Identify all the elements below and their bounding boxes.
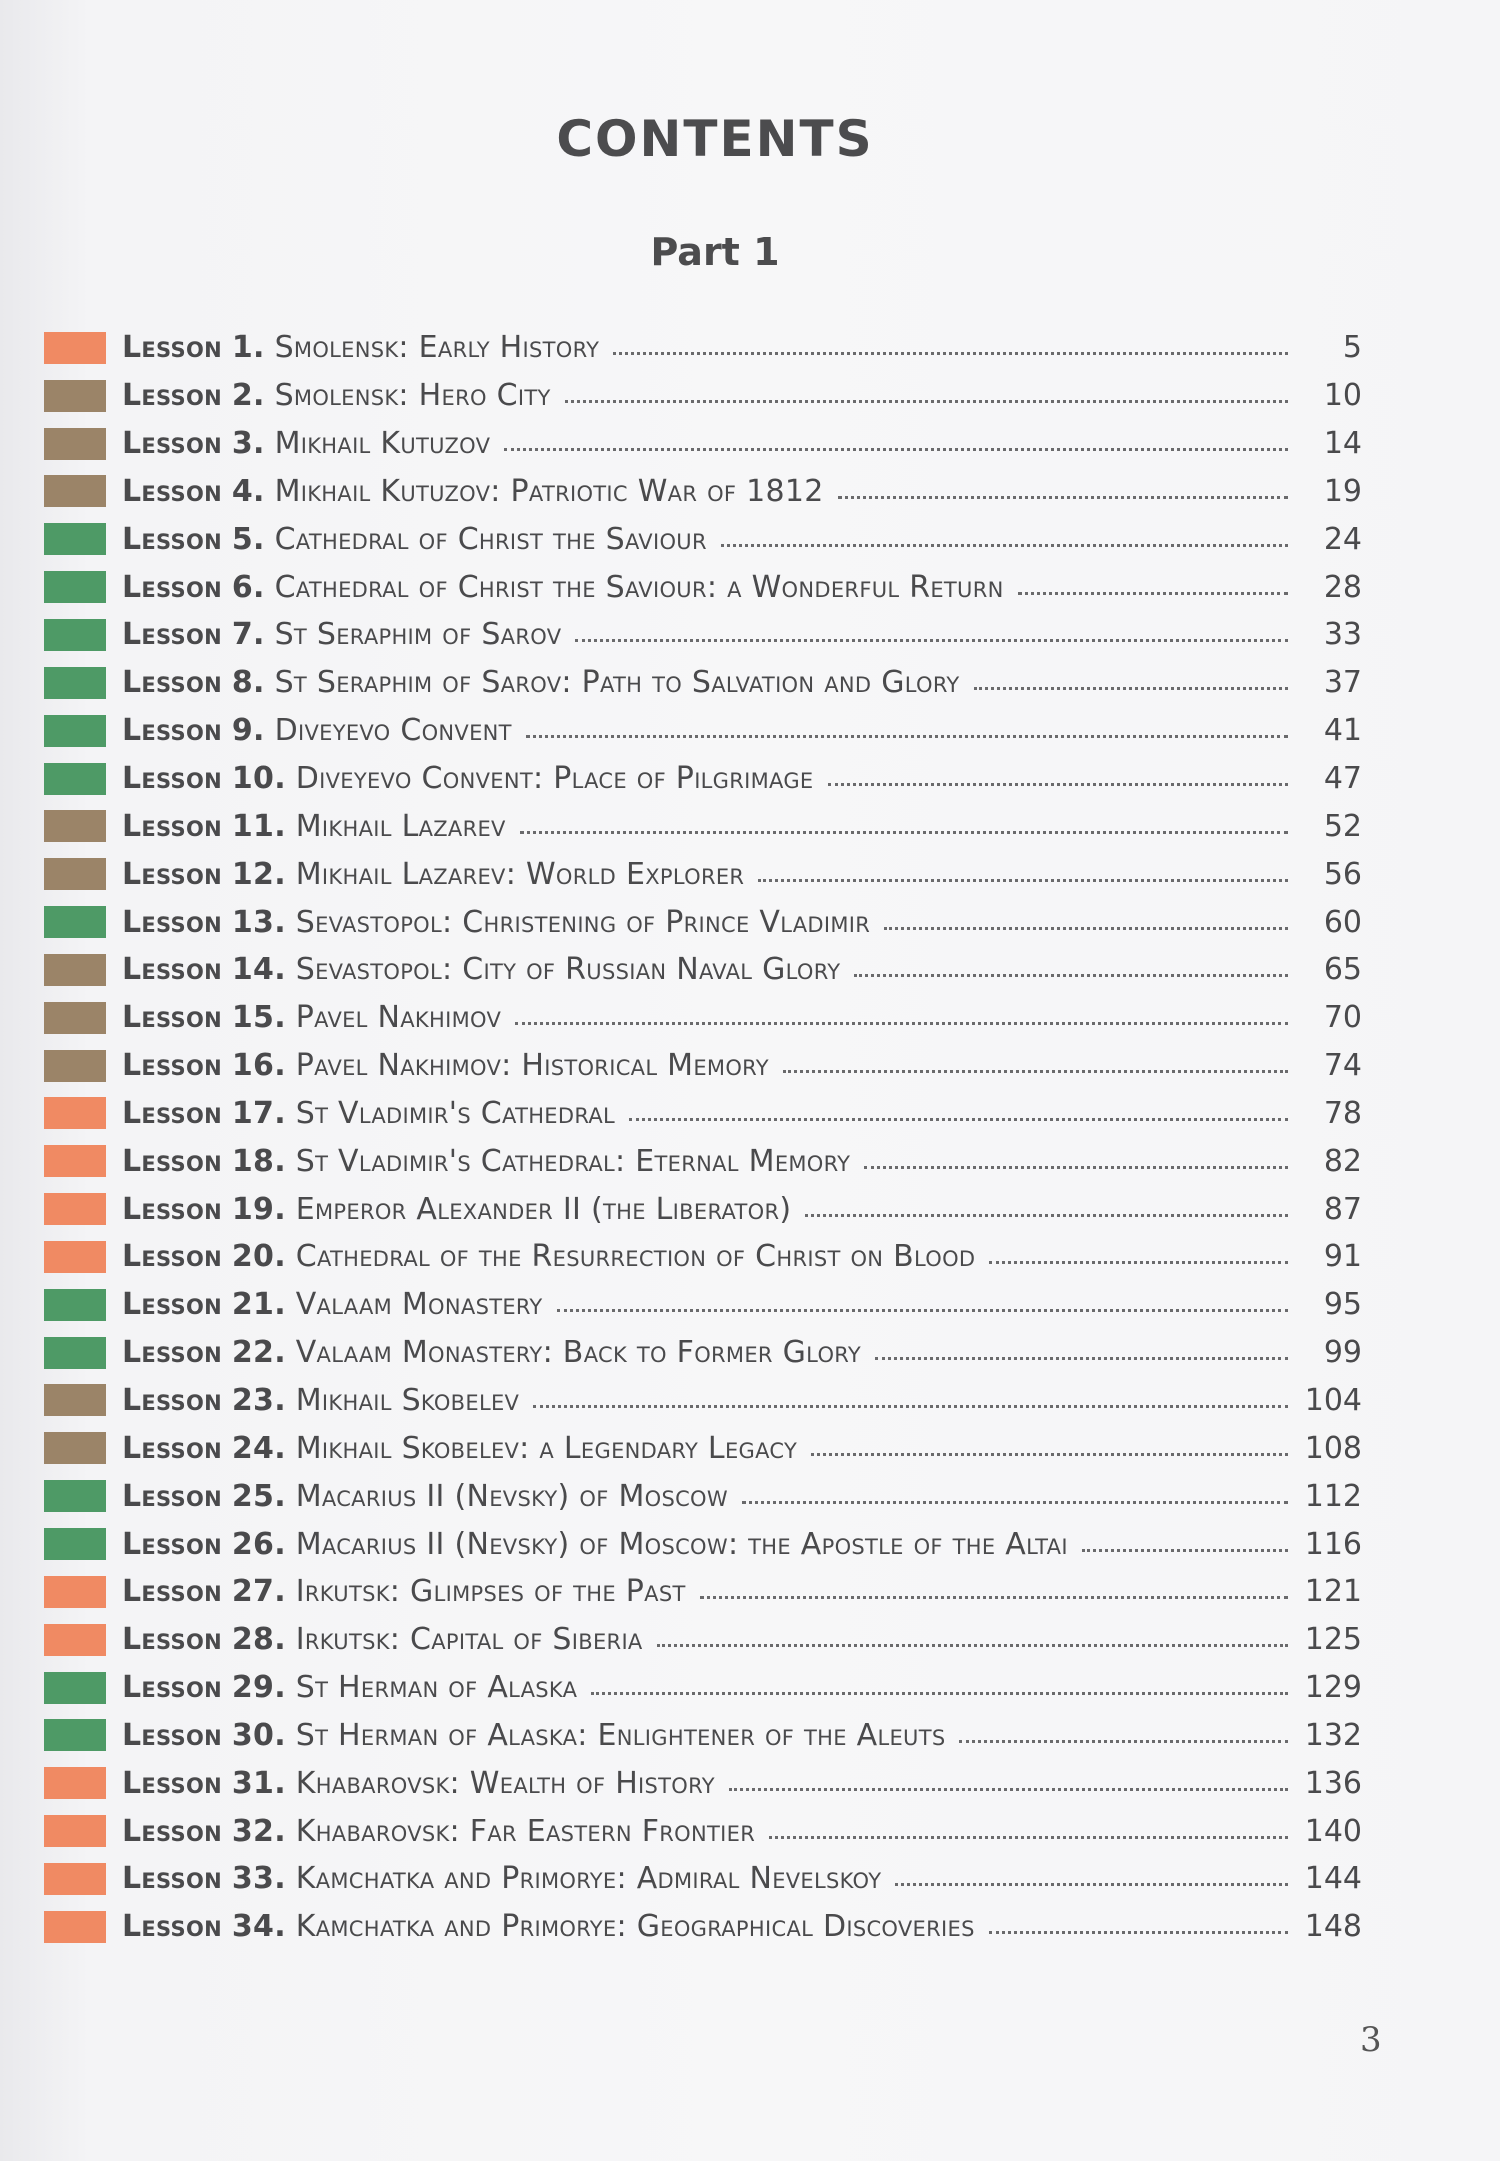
toc-page-number: 82: [1323, 1143, 1362, 1179]
lesson-word: Lesson: [122, 1526, 222, 1562]
dot-leader: [989, 1261, 1288, 1264]
toc-entry[interactable]: [44, 1711, 1384, 1759]
lesson-number: 12.: [231, 856, 286, 892]
lesson-number: 16.: [231, 1048, 286, 1084]
lesson-number: 17.: [231, 1095, 286, 1131]
section-color-swatch: [44, 1145, 106, 1177]
lesson-title: St Herman of Alaska: [295, 1670, 578, 1706]
lesson-number: 34.: [231, 1909, 286, 1945]
toc-entry-label: [122, 1048, 769, 1083]
section-color-swatch: [44, 428, 106, 460]
lesson-word: Lesson: [122, 1143, 222, 1179]
dot-leader: [613, 352, 1288, 355]
lesson-title: Kamchatka and Primorye: Geographical Discoveries: [295, 1909, 975, 1945]
lesson-number: 5.: [231, 521, 265, 557]
lesson-number: 9.: [231, 713, 265, 749]
dot-leader: [758, 879, 1288, 882]
lesson-number: 10.: [231, 761, 286, 797]
lesson-word: Lesson: [122, 856, 222, 892]
toc-entry-label: [122, 1622, 643, 1657]
lesson-word: Lesson: [122, 1335, 222, 1371]
toc-entry[interactable]: [44, 1090, 1384, 1138]
lesson-title: St Herman of Alaska: Enlightener of the Aleuts: [295, 1717, 946, 1753]
toc-page-number: 70: [1323, 1000, 1362, 1036]
lesson-word: Lesson: [122, 1813, 222, 1849]
section-color-swatch: [44, 1432, 106, 1464]
toc-entry[interactable]: [44, 850, 1384, 898]
lesson-word: Lesson: [122, 426, 222, 462]
lesson-title: Khabarovsk: Far Eastern Frontier: [295, 1813, 756, 1849]
lesson-word: Lesson: [122, 1287, 222, 1323]
lesson-number: 11.: [231, 808, 286, 844]
lesson-word: Lesson: [122, 1670, 222, 1706]
lesson-title: Mikhail Lazarev: World Explorer: [295, 856, 745, 892]
dot-leader: [565, 400, 1288, 403]
lesson-title: Irkutsk: Glimpses of the Past: [295, 1574, 686, 1610]
toc-page-number: 116: [1304, 1526, 1362, 1562]
toc-page-number: 108: [1304, 1430, 1362, 1466]
lesson-word: Lesson: [122, 330, 222, 366]
toc-entry[interactable]: [44, 1903, 1384, 1951]
toc-entry-label: [122, 617, 561, 652]
toc-entry-label: [122, 1144, 850, 1179]
toc-entry[interactable]: [44, 994, 1384, 1042]
toc-entry-label: [122, 1574, 686, 1609]
dot-leader: [895, 1883, 1288, 1886]
toc-page-number: 125: [1304, 1622, 1362, 1658]
toc-page-number: 5: [1342, 330, 1362, 366]
section-color-swatch: [44, 1337, 106, 1369]
lesson-title: Emperor Alexander II (the Liberator): [295, 1191, 792, 1227]
toc-entry-label: [122, 1383, 519, 1418]
lesson-number: 28.: [231, 1622, 286, 1658]
dot-leader: [526, 735, 1288, 738]
toc-entry[interactable]: [44, 1855, 1384, 1903]
lesson-word: Lesson: [122, 1717, 222, 1753]
toc-entry-label: [122, 665, 960, 700]
lesson-number: 8.: [231, 665, 265, 701]
toc-page-number: 121: [1304, 1574, 1362, 1610]
toc-entry[interactable]: [44, 1472, 1384, 1520]
dot-leader: [629, 1118, 1288, 1121]
toc-page-number: 65: [1323, 952, 1362, 988]
section-color-swatch: [44, 1719, 106, 1751]
section-color-swatch: [44, 1480, 106, 1512]
toc-entry[interactable]: [44, 1616, 1384, 1664]
lesson-title: Cathedral of the Resurrection of Christ on Blood: [295, 1239, 976, 1275]
toc-entry-label: [122, 426, 490, 461]
toc-entry-label: [122, 1909, 975, 1944]
toc-entry[interactable]: [44, 802, 1384, 850]
lesson-word: Lesson: [122, 904, 222, 940]
part-heading: Part 1: [650, 230, 780, 274]
page-title: CONTENTS: [556, 110, 874, 168]
lesson-word: Lesson: [122, 1430, 222, 1466]
lesson-number: 7.: [231, 617, 265, 653]
lesson-number: 22.: [231, 1335, 286, 1371]
dot-leader: [864, 1166, 1288, 1169]
toc-entry-label: [122, 713, 512, 748]
lesson-word: Lesson: [122, 713, 222, 749]
dot-leader: [828, 783, 1289, 786]
lesson-title: Cathedral of Christ the Saviour: [274, 521, 707, 557]
section-color-swatch: [44, 1002, 106, 1034]
toc-entry-label: [122, 1670, 577, 1705]
toc-entry[interactable]: [44, 1759, 1384, 1807]
lesson-word: Lesson: [122, 473, 222, 509]
lesson-word: Lesson: [122, 1239, 222, 1275]
lesson-number: 15.: [231, 1000, 286, 1036]
toc-entry-label: [122, 474, 824, 509]
toc-entry-label: [122, 905, 870, 940]
toc-page-number: 14: [1323, 426, 1362, 462]
dot-leader: [1018, 592, 1288, 595]
toc-page-number: 148: [1304, 1909, 1362, 1945]
page-number: 3: [1360, 2020, 1382, 2060]
toc-entry[interactable]: [44, 1233, 1384, 1281]
lesson-title: St Seraphim of Sarov: [274, 617, 562, 653]
toc-page-number: 129: [1304, 1670, 1362, 1706]
toc-entry-label: [122, 857, 744, 892]
toc-page-number: 140: [1304, 1813, 1362, 1849]
lesson-number: 32.: [231, 1813, 286, 1849]
toc-entry[interactable]: [44, 1377, 1384, 1425]
section-color-swatch: [44, 523, 106, 555]
lesson-number: 14.: [231, 952, 286, 988]
dot-leader: [700, 1596, 1288, 1599]
toc-entry[interactable]: [44, 1520, 1384, 1568]
lesson-word: Lesson: [122, 521, 222, 557]
dot-leader: [974, 687, 1288, 690]
dot-leader: [721, 544, 1288, 547]
lesson-number: 29.: [231, 1670, 286, 1706]
lesson-title: St Vladimir's Cathedral: Eternal Memory: [295, 1143, 851, 1179]
lesson-title: Smolensk: Hero City: [274, 378, 551, 414]
dot-leader: [729, 1788, 1288, 1791]
toc-page-number: 52: [1323, 808, 1362, 844]
section-color-swatch: [44, 1097, 106, 1129]
lesson-word: Lesson: [122, 1622, 222, 1658]
lesson-word: Lesson: [122, 617, 222, 653]
lesson-number: 3.: [231, 426, 265, 462]
lesson-title: Irkutsk: Capital of Siberia: [295, 1622, 643, 1658]
lesson-title: Mikhail Lazarev: [295, 808, 506, 844]
dot-leader: [591, 1692, 1288, 1695]
dot-leader: [657, 1644, 1288, 1647]
dot-leader: [504, 448, 1288, 451]
lesson-title: Khabarovsk: Wealth of History: [295, 1765, 715, 1801]
toc-page-number: 41: [1323, 713, 1362, 749]
section-color-swatch: [44, 1911, 106, 1943]
toc-entry-label: [122, 1766, 715, 1801]
section-color-swatch: [44, 571, 106, 603]
lesson-title: St Vladimir's Cathedral: [295, 1095, 616, 1131]
lesson-number: 33.: [231, 1861, 286, 1897]
lesson-word: Lesson: [122, 1000, 222, 1036]
section-color-swatch: [44, 1672, 106, 1704]
section-color-swatch: [44, 1384, 106, 1416]
toc-page-number: 37: [1323, 665, 1362, 701]
toc-entry-label: [122, 1287, 543, 1322]
lesson-number: 26.: [231, 1526, 286, 1562]
lesson-title: Valaam Monastery: Back to Former Glory: [295, 1335, 861, 1371]
toc-entry[interactable]: [44, 946, 1384, 994]
toc-page-number: 24: [1323, 521, 1362, 557]
toc-entry[interactable]: [44, 372, 1384, 420]
section-color-swatch: [44, 858, 106, 890]
toc-entry[interactable]: [44, 468, 1384, 516]
toc-entry-label: [122, 378, 551, 413]
toc-entry[interactable]: [44, 659, 1384, 707]
dot-leader: [884, 927, 1288, 930]
lesson-title: Sevastopol: City of Russian Naval Glory: [295, 952, 841, 988]
lesson-word: Lesson: [122, 378, 222, 414]
dot-leader: [959, 1740, 1288, 1743]
lesson-number: 20.: [231, 1239, 286, 1275]
toc-page-number: 78: [1323, 1095, 1362, 1131]
lesson-title: St Seraphim of Sarov: Path to Salvation and Glory: [274, 665, 960, 701]
toc-entry-label: [122, 1000, 501, 1035]
toc-entry-label: [122, 570, 1004, 605]
toc-entry[interactable]: [44, 420, 1384, 468]
dot-leader: [854, 974, 1288, 977]
dot-leader: [811, 1453, 1288, 1456]
lesson-word: Lesson: [122, 808, 222, 844]
toc-entry[interactable]: [44, 1424, 1384, 1472]
lesson-title: Diveyevo Convent: [274, 713, 512, 749]
section-color-swatch: [44, 1289, 106, 1321]
toc-entry-label: [122, 1096, 615, 1131]
dot-leader: [520, 831, 1288, 834]
toc-page-number: 91: [1323, 1239, 1362, 1275]
section-color-swatch: [44, 1624, 106, 1656]
toc-entry[interactable]: [44, 1185, 1384, 1233]
section-color-swatch: [44, 1050, 106, 1082]
toc-entry-label: [122, 761, 814, 796]
lesson-word: Lesson: [122, 1478, 222, 1514]
toc-entry[interactable]: [44, 563, 1384, 611]
toc-entry-label: [122, 1192, 791, 1227]
section-color-swatch: [44, 1528, 106, 1560]
toc-page-number: 60: [1323, 904, 1362, 940]
lesson-number: 24.: [231, 1430, 286, 1466]
lesson-word: Lesson: [122, 952, 222, 988]
lesson-title: Mikhail Kutuzov: [274, 426, 491, 462]
section-color-swatch: [44, 380, 106, 412]
toc-entry-label: [122, 1718, 945, 1753]
section-color-swatch: [44, 1576, 106, 1608]
lesson-title: Sevastopol: Christening of Prince Vladimir: [295, 904, 871, 940]
toc-entry-label: [122, 1479, 728, 1514]
section-color-swatch: [44, 906, 106, 938]
lesson-number: 23.: [231, 1382, 286, 1418]
lesson-word: Lesson: [122, 1909, 222, 1945]
toc-entry[interactable]: [44, 1329, 1384, 1377]
toc-entry-label: [122, 330, 599, 365]
lesson-title: Mikhail Kutuzov: Patriotic War of 1812: [274, 473, 824, 509]
section-color-swatch: [44, 619, 106, 651]
toc-page-number: 132: [1304, 1717, 1362, 1753]
lesson-title: Macarius II (Nevsky) of Moscow: the Apostle of the Altai: [295, 1526, 1068, 1562]
toc-entry-label: [122, 1527, 1068, 1562]
dot-leader: [533, 1405, 1288, 1408]
toc-page-number: 56: [1323, 856, 1362, 892]
toc-entry[interactable]: [44, 611, 1384, 659]
toc-page-number: 112: [1304, 1478, 1362, 1514]
section-color-swatch: [44, 763, 106, 795]
dot-leader: [805, 1214, 1288, 1217]
toc-entry[interactable]: [44, 1042, 1384, 1090]
section-color-swatch: [44, 1863, 106, 1895]
lesson-number: 27.: [231, 1574, 286, 1610]
lesson-title: Pavel Nakhimov: Historical Memory: [295, 1048, 769, 1084]
toc-page-number: 104: [1304, 1382, 1362, 1418]
lesson-word: Lesson: [122, 1765, 222, 1801]
dot-leader: [575, 639, 1288, 642]
toc-entry-label: [122, 1239, 975, 1274]
lesson-number: 2.: [231, 378, 265, 414]
toc-page-number: 33: [1323, 617, 1362, 653]
toc-entry[interactable]: [44, 1664, 1384, 1712]
toc-entry[interactable]: [44, 707, 1384, 755]
dot-leader: [742, 1501, 1288, 1504]
lesson-title: Smolensk: Early History: [274, 330, 600, 366]
section-color-swatch: [44, 667, 106, 699]
toc-entry-label: [122, 522, 707, 557]
lesson-number: 31.: [231, 1765, 286, 1801]
section-color-swatch: [44, 1815, 106, 1847]
lesson-number: 6.: [231, 569, 265, 605]
toc-entry[interactable]: [44, 1568, 1384, 1616]
toc-entry[interactable]: [44, 515, 1384, 563]
toc-entry[interactable]: [44, 1281, 1384, 1329]
lesson-word: Lesson: [122, 665, 222, 701]
section-color-swatch: [44, 810, 106, 842]
toc-entry[interactable]: [44, 1807, 1384, 1855]
toc-entry-label: [122, 952, 840, 987]
lesson-number: 1.: [231, 330, 265, 366]
lesson-word: Lesson: [122, 761, 222, 797]
lesson-title: Mikhail Skobelev: a Legendary Legacy: [295, 1430, 798, 1466]
dot-leader: [557, 1309, 1288, 1312]
lesson-word: Lesson: [122, 1861, 222, 1897]
toc-page-number: 136: [1304, 1765, 1362, 1801]
lesson-word: Lesson: [122, 1574, 222, 1610]
lesson-word: Lesson: [122, 1048, 222, 1084]
table-of-contents: [44, 324, 1384, 1951]
toc-page-number: 95: [1323, 1287, 1362, 1323]
lesson-number: 19.: [231, 1191, 286, 1227]
section-color-swatch: [44, 1193, 106, 1225]
section-color-swatch: [44, 954, 106, 986]
section-color-swatch: [44, 1241, 106, 1273]
toc-page-number: 144: [1304, 1861, 1362, 1897]
toc-entry[interactable]: [44, 755, 1384, 803]
section-color-swatch: [44, 1767, 106, 1799]
lesson-word: Lesson: [122, 1382, 222, 1418]
toc-entry-label: [122, 1861, 881, 1896]
toc-entry-label: [122, 809, 506, 844]
toc-entry[interactable]: [44, 898, 1384, 946]
lesson-number: 21.: [231, 1287, 286, 1323]
lesson-word: Lesson: [122, 1095, 222, 1131]
toc-page-number: 47: [1323, 761, 1362, 797]
toc-page-number: 74: [1323, 1048, 1362, 1084]
toc-entry-label: [122, 1814, 755, 1849]
toc-entry[interactable]: [44, 324, 1384, 372]
lesson-number: 30.: [231, 1717, 286, 1753]
lesson-title: Pavel Nakhimov: [295, 1000, 502, 1036]
lesson-title: Mikhail Skobelev: [295, 1382, 520, 1418]
lesson-word: Lesson: [122, 569, 222, 605]
toc-page-number: 28: [1323, 569, 1362, 605]
dot-leader: [769, 1836, 1288, 1839]
lesson-title: Valaam Monastery: [295, 1287, 543, 1323]
toc-page-number: 10: [1323, 378, 1362, 414]
lesson-word: Lesson: [122, 1191, 222, 1227]
dot-leader: [783, 1070, 1288, 1073]
section-color-swatch: [44, 332, 106, 364]
lesson-number: 18.: [231, 1143, 286, 1179]
lesson-title: Macarius II (Nevsky) of Moscow: [295, 1478, 728, 1514]
section-color-swatch: [44, 475, 106, 507]
toc-page-number: 19: [1323, 473, 1362, 509]
lesson-title: Diveyevo Convent: Place of Pilgrimage: [295, 761, 814, 797]
dot-leader: [515, 1022, 1288, 1025]
dot-leader: [989, 1931, 1288, 1934]
dot-leader: [1082, 1549, 1288, 1552]
lesson-title: Cathedral of Christ the Saviour: a Wonderful Return: [274, 569, 1004, 605]
lesson-title: Kamchatka and Primorye: Admiral Nevelskoy: [295, 1861, 882, 1897]
dot-leader: [875, 1357, 1288, 1360]
lesson-number: 25.: [231, 1478, 286, 1514]
toc-entry-label: [122, 1431, 797, 1466]
toc-entry[interactable]: [44, 1137, 1384, 1185]
toc-page-number: 87: [1323, 1191, 1362, 1227]
dot-leader: [838, 496, 1288, 499]
lesson-number: 13.: [231, 904, 286, 940]
lesson-number: 4.: [231, 473, 265, 509]
toc-page-number: 99: [1323, 1335, 1362, 1371]
section-color-swatch: [44, 715, 106, 747]
toc-entry-label: [122, 1335, 861, 1370]
